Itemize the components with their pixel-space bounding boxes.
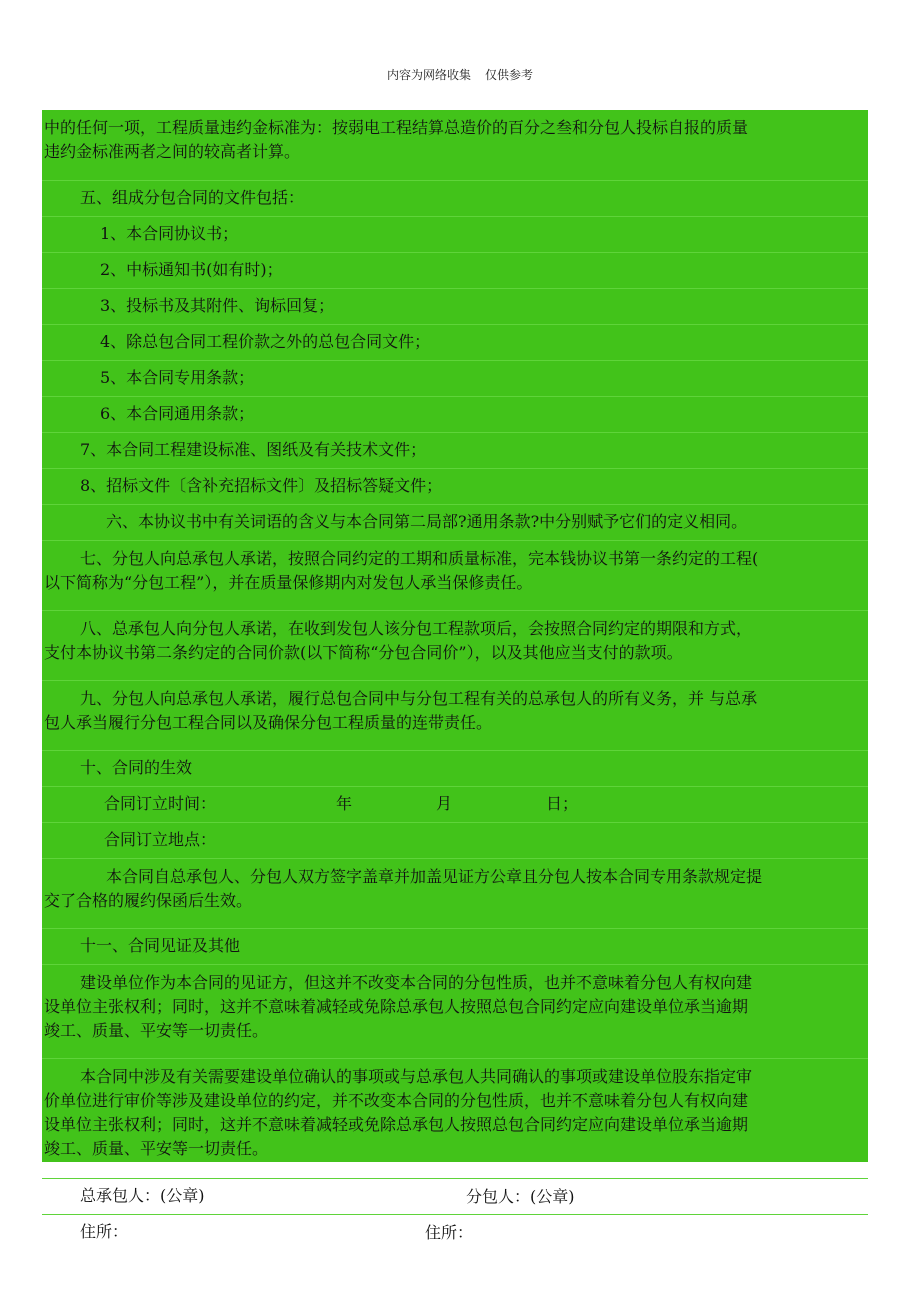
text-line: 七、分包人向总承包人承诺，按照合同约定的工期和质量标准，完本钱协议书第一条约定的工程( — [80, 549, 759, 568]
text-line: 本合同自总承包人、分包人双方签字盖章并加盖见证方公章且分包人按本合同专用条款规定提 — [106, 867, 763, 886]
text-line: 设单位主张权利；同时，这并不意味着减轻或免除总承包人按照总包合同约定应向建设单位承当逾期 — [44, 997, 749, 1016]
signing-time-line — [42, 786, 868, 822]
text-line: 本合同中涉及有关需要建设单位确认的事项或与总承包人共同确认的事项或建设单位股东指定审 — [80, 1067, 753, 1086]
contract-document — [42, 110, 868, 1242]
document-item-6: 6、本合同通用条款； — [42, 396, 868, 432]
document-item-7: 7、本合同工程建设标准、图纸及有关技术文件； — [42, 432, 868, 468]
text-line: 八、总承包人向分包人承诺，在收到发包人该分包工程款项后，会按照合同约定的期限和方式， — [80, 619, 753, 638]
text-line: 价单位进行审价等涉及建设单位的约定，并不改变本合同的分包性质，也并不意味着分包人有权向建 — [44, 1091, 749, 1110]
subcontractor-address-label: 住所： — [425, 1223, 474, 1242]
header-note-left: 内容为网络收集 — [386, 68, 471, 82]
header-note-right: 仅供参考 — [485, 68, 534, 82]
witness-paragraph-1 — [42, 964, 868, 1058]
section-nine — [42, 680, 868, 750]
text-line: 违约金标准两者之间的较高者计算。 — [44, 142, 301, 161]
text-line: 交了合格的履约保函后生效。 — [44, 891, 253, 910]
document-item-1: 1、本合同协议书； — [42, 216, 868, 252]
contractor-address-label: 住所： — [80, 1222, 129, 1241]
text-line: 竣工、质量、平安等一切责任。 — [44, 1139, 269, 1158]
contractor-seal-label: 总承包人：(公章) — [80, 1186, 205, 1205]
signing-time-label: 合同订立时间： — [104, 794, 217, 813]
document-item-3: 3、投标书及其附件、询标回复； — [42, 288, 868, 324]
address-line — [42, 1214, 868, 1250]
text-line: 竣工、质量、平安等一切责任。 — [44, 1021, 269, 1040]
section-eight — [42, 610, 868, 680]
subcontractor-seal-label: 分包人：(公章) — [466, 1187, 575, 1206]
text-line: 包人承当履行分包工程合同以及确保分包工程质量的连带责任。 — [44, 713, 493, 732]
section-ten-heading: 十、合同的生效 — [42, 750, 868, 786]
day-label: 日； — [546, 794, 579, 813]
witness-paragraph-2 — [42, 1058, 868, 1178]
page-header — [0, 66, 920, 83]
section-eleven-heading: 十一、合同见证及其他 — [42, 928, 868, 964]
month-label: 月 — [436, 794, 453, 813]
text-line: 以下简称为“分包工程”），并在质量保修期内对发包人承当保修责任。 — [44, 573, 533, 592]
effective-clause — [42, 858, 868, 928]
document-item-8: 8、招标文件〔含补充招标文件〕及招标答疑文件； — [42, 468, 868, 504]
document-item-2: 2、中标通知书(如有时)； — [42, 252, 868, 288]
text-line: 中的任何一项，工程质量违约金标准为：按弱电工程结算总造价的百分之叁和分包人投标自报的质量 — [44, 118, 749, 137]
text-line: 建设单位作为本合同的见证方，但这并不改变本合同的分包性质，也并不意味着分包人有权向建 — [80, 973, 753, 992]
section-five-heading: 五、组成分包合同的文件包括： — [42, 180, 868, 216]
document-item-5: 5、本合同专用条款； — [42, 360, 868, 396]
text-line: 设单位主张权利；同时，这并不意味着减轻或免除总承包人按照总包合同约定应向建设单位承当逾期 — [44, 1115, 749, 1134]
year-label: 年 — [336, 794, 353, 813]
section-six: 六、本协议书中有关词语的含义与本合同第二局部?通用条款?中分别赋予它们的定义相同。 — [42, 504, 868, 540]
signing-place-label: 合同订立地点： — [42, 822, 868, 858]
signature-line — [42, 1178, 868, 1214]
penalty-clause — [42, 110, 868, 180]
document-item-4: 4、除总包合同工程价款之外的总包合同文件； — [42, 324, 868, 360]
text-line: 九、分包人向总承包人承诺，履行总包合同中与分包工程有关的总承包人的所有义务，并 与总承 — [80, 689, 758, 708]
section-seven — [42, 540, 868, 610]
text-line: 支付本协议书第二条约定的合同价款(以下简称“分包合同价”），以及其他应当支付的款项。 — [44, 643, 683, 662]
